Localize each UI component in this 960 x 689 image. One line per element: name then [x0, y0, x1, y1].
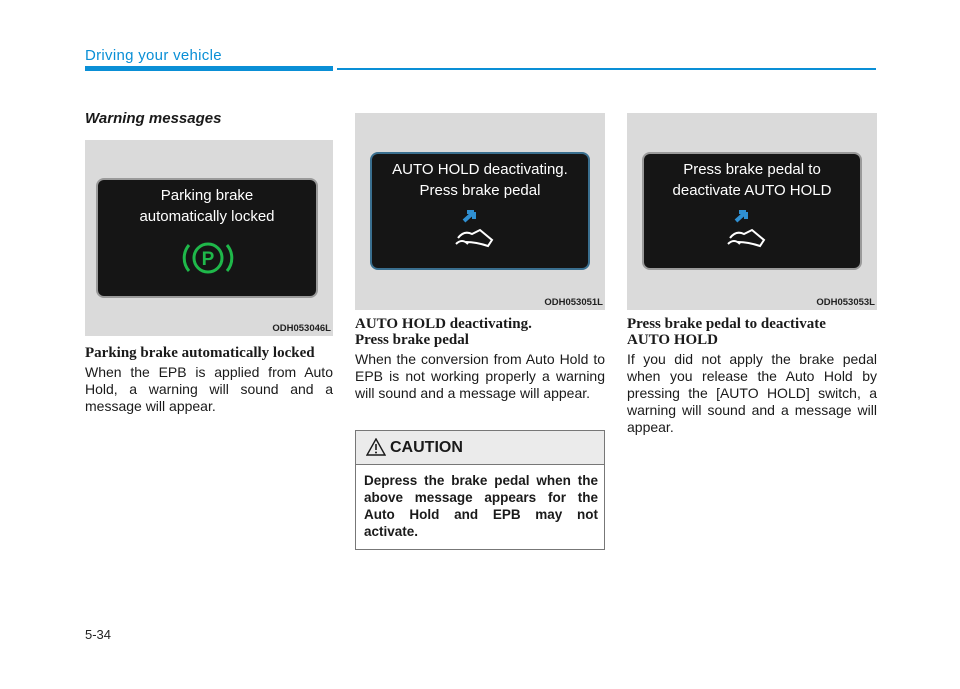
heading-line: AUTO HOLD [627, 332, 718, 348]
heading-line: Press brake pedal to deactivate [627, 316, 826, 332]
panel-body: When the EPB is applied from Auto Hold, a warning will sound and a message will appear. [85, 364, 333, 414]
brake-pedal-icon [724, 208, 784, 252]
brake-pedal-icon [452, 208, 512, 252]
screen-line-1: Parking brake [160, 187, 254, 204]
header-section-title: Driving your vehicle [85, 47, 222, 64]
heading-line: Parking brake automatically locked [85, 345, 315, 361]
page-number: 5-34 [85, 627, 112, 642]
caution-text: Depress the brake pedal when the above message appears for the Auto Hold and EPB may not activate. [364, 473, 598, 539]
warning-triangle-icon [366, 438, 386, 456]
panel-body: When the conversion from Auto Hold to EPB is not working properly a warning will sound and a message will appear. [355, 351, 605, 401]
section-title: Warning messages [85, 110, 222, 127]
panel-heading [355, 316, 605, 348]
screen-line-1: AUTO HOLD deactivating. [392, 161, 568, 178]
cluster-screen [644, 154, 860, 268]
cluster-screen [372, 154, 588, 268]
screen-line-2: deactivate AUTO HOLD [672, 182, 832, 199]
screen-line-2: automatically locked [139, 208, 275, 225]
cluster-screen [98, 180, 316, 296]
panel-heading [627, 316, 877, 348]
heading-line: AUTO HOLD deactivating. [355, 316, 532, 332]
figure-parking-brake [85, 140, 333, 336]
caution-label: CAUTION [390, 439, 463, 456]
heading-line: Press brake pedal [355, 332, 469, 348]
panel-heading [85, 345, 335, 361]
svg-text:P: P [201, 249, 215, 270]
header-rule-thick [85, 66, 333, 71]
figure-code: ODH053051L [544, 297, 603, 308]
parking-brake-icon [180, 237, 236, 279]
screen-line-2: Press brake pedal [419, 182, 541, 199]
figure-code: ODH053046L [272, 323, 331, 334]
caution-header [356, 431, 604, 465]
header-rule-thin [337, 68, 876, 70]
figure-auto-hold-deactivating [355, 113, 605, 310]
figure-code: ODH053053L [816, 297, 875, 308]
panel-body: If you did not apply the brake pedal when you release the Auto Hold by pressing the [AUTO HOLD] switch, a warning will sound and a message will appear. [627, 351, 877, 435]
figure-press-brake-pedal [627, 113, 877, 310]
screen-line-1: Press brake pedal to [683, 161, 821, 178]
caution-box [355, 430, 605, 550]
